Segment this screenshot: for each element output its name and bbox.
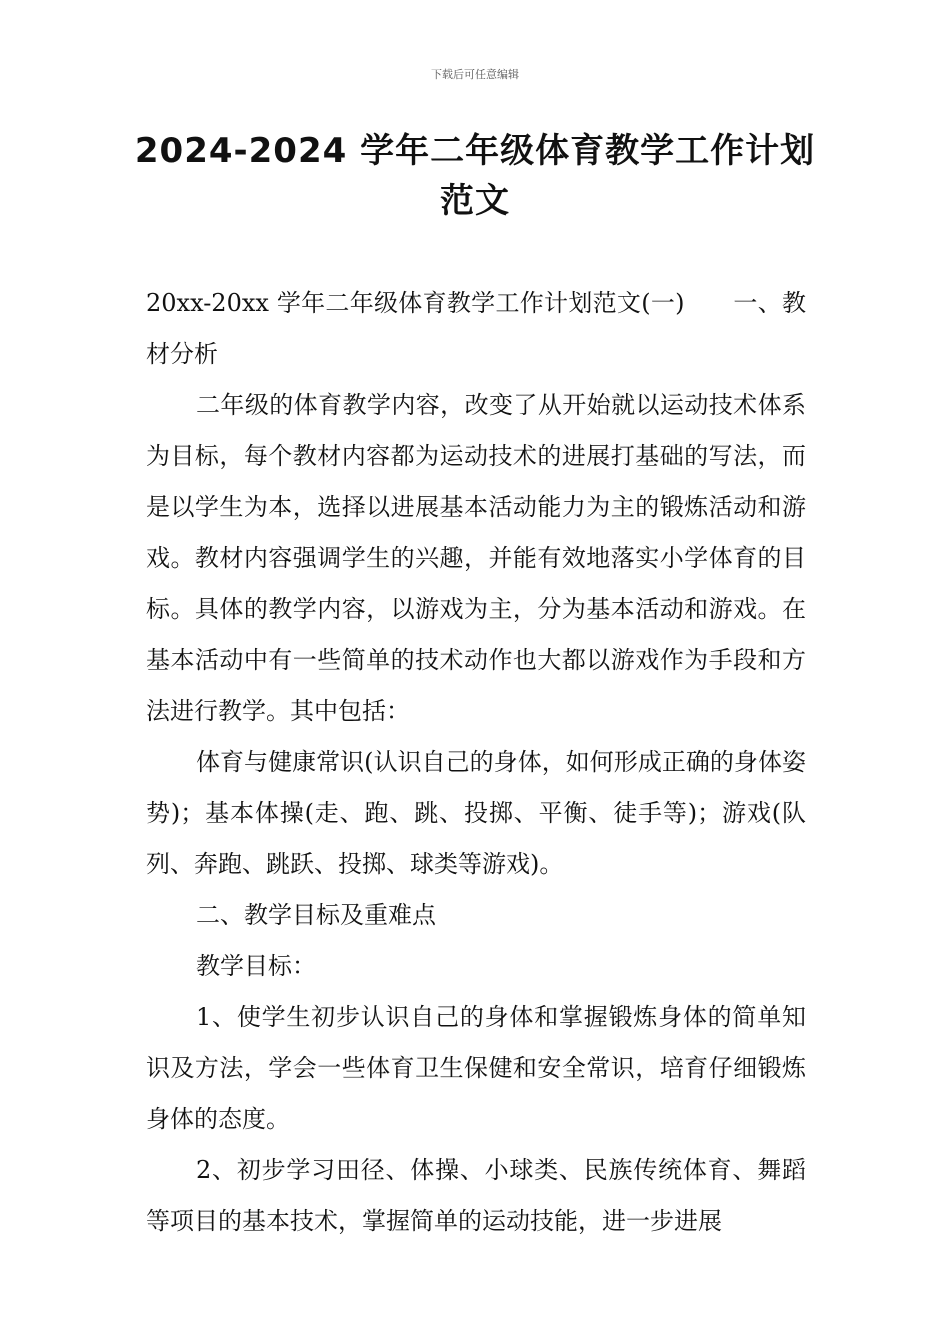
paragraph: 体育与健康常识(认识自己的身体，如何形成正确的身体姿势)；基本体操(走、跑、跳、投掷、平衡、徒手等)；游戏(队列、奔跑、跳跃、投掷、球类等游戏)。	[146, 748, 806, 878]
paragraph: 1、使学生初步认识自己的身体和掌握锻炼身体的简单知识及方法，学会一些体育卫生保健和安全常识，培育仔细锻炼身体的态度。	[146, 1003, 806, 1133]
header-note: 下载后可任意编辑	[431, 68, 519, 81]
subheading: 教学目标：	[196, 952, 316, 980]
paragraph: 二年级的体育教学内容，改变了从开始就以运动技术体系为目标，每个教材内容都为运动技术的进展打基础的写法，而是以学生为本，选择以进展基本活动能力为主的锻炼活动和游戏。教材内容强调学生的兴趣，并能有效地落实小学体育的目标。具体的教学内容，以游戏为主，分为基本活动和游戏。在基本活动中有一些简单的技术动作也大都以游戏作为手段和方法进行教学。其中包括：	[146, 391, 806, 725]
paragraph: 2、初步学习田径、体操、小球类、民族传统体育、舞蹈等项目的基本技术，掌握简单的运动技能，进一步进展	[146, 1156, 806, 1235]
document-body	[146, 278, 806, 1247]
section-heading: 二、教学目标及重难点	[196, 901, 436, 929]
intro-line: 20xx-20xx 学年二年级体育教学工作计划范文(一) 一、教材分析	[146, 289, 806, 368]
document-title: 2024-2024 学年二年级体育教学工作计划范文	[134, 131, 816, 221]
